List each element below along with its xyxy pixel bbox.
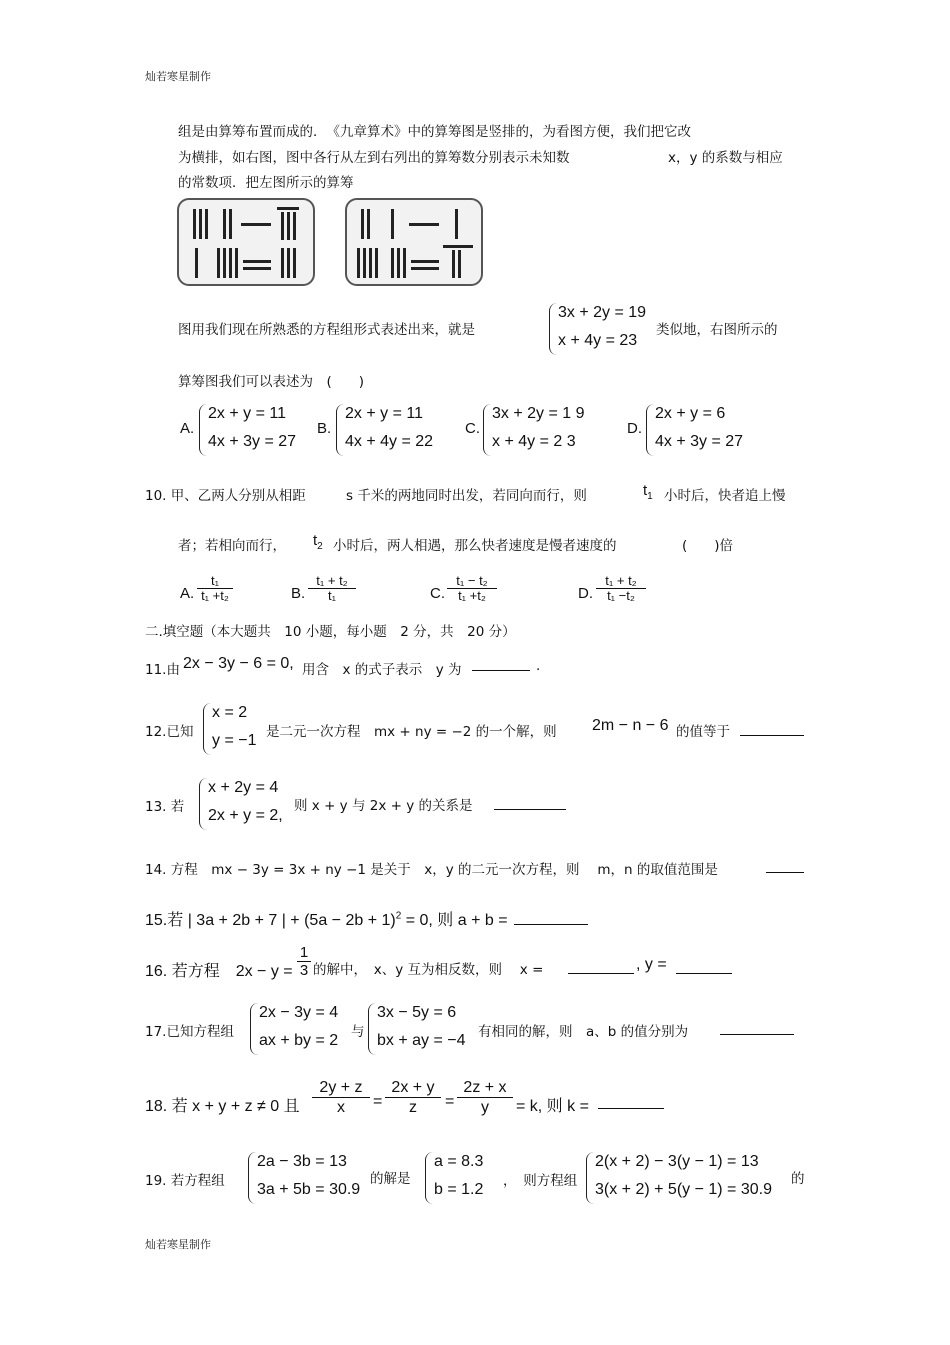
q15-exponent: 2: [395, 910, 402, 922]
q19-suffix: 的: [791, 1171, 805, 1187]
q12-system-row-1: x = 2: [212, 704, 248, 721]
q19-then-text: ， 则方程组: [503, 1173, 578, 1189]
q15-lhs: 15.若 | 3a + 2b + 7 | + (5a − 2b + 1): [145, 912, 396, 929]
q13-prefix: 13. 若: [145, 799, 185, 815]
intro-line-2b: x，y 的系数与相应: [668, 150, 783, 166]
q13-answer-blank[interactable]: [494, 795, 566, 810]
q9-system: [549, 304, 659, 354]
q10-text-e: 者；若相向而行，: [178, 538, 286, 554]
q18-prefix: 18. 若 x + y + z ≠ 0 且: [145, 1098, 300, 1115]
q19-solution-text: 的解是: [370, 1171, 411, 1187]
q10-option-c-fraction: [447, 574, 497, 603]
q9-option-b-label: B.: [317, 420, 332, 437]
q9-option-c-row-1: 3x + 2y = 1 9: [492, 405, 585, 422]
q9-system-row-2: x + 4y = 23: [558, 332, 638, 349]
q19-system-3-row-2: 3(x + 2) + 5(y − 1) = 30.9: [595, 1181, 772, 1198]
q9-text-1: 图用我们现在所熟悉的方程组形式表述出来，就是: [178, 322, 475, 338]
q10-option-d-label: D.: [578, 585, 593, 602]
q18-fraction-1: [312, 1079, 370, 1118]
rod-figure-right: [345, 198, 483, 286]
q18-fraction-1-num: 2y + z: [319, 1079, 363, 1096]
q19-system-1-row-2: 3a + 5b = 30.9: [257, 1181, 361, 1198]
q19-system-3: [586, 1153, 786, 1203]
q18-fraction-2: [385, 1079, 441, 1118]
q9-option-b-system: [336, 405, 446, 455]
q9-option-a-label: A.: [180, 420, 195, 437]
q16-text: 的解中， x、y 互为相反数，则 x =: [313, 962, 544, 978]
q12-text: 是二元一次方程 mx + ny = −2 的一个解，则: [266, 724, 557, 740]
q10-option-b-fraction: [308, 574, 356, 603]
intro-line-3: 的常数项．把左图所示的算筹: [178, 175, 354, 191]
q12-expression: 2m − n − 6: [592, 717, 669, 734]
q11-text: 用含 x 的式子表示 y 为: [302, 662, 462, 678]
q19-system-2-row-1: a = 8.3: [434, 1153, 484, 1170]
q14-text: 14. 方程 mx − 3y = 3x + ny −1 是关于 x，y 的二元一次方程，则 m，n 的取值范围是: [145, 862, 718, 878]
q17-answer-blank[interactable]: [720, 1020, 794, 1035]
q10-t2-sub: 2: [317, 541, 323, 552]
q18-fraction-3-num: 2z + x: [463, 1079, 507, 1096]
q17-with: 与: [351, 1024, 365, 1040]
q10-option-d-num: t₁ + t₂: [605, 573, 637, 588]
q17-system-2: [368, 1004, 472, 1054]
q9-option-d-system: [646, 405, 756, 455]
q10-option-b-den: t₁: [328, 588, 336, 603]
q12-system-row-2: y = −1: [212, 732, 257, 749]
q18-fraction-3-den: y: [481, 1099, 489, 1116]
q18-fraction-2-den: z: [409, 1099, 417, 1116]
q11-prefix: 11.由: [145, 662, 180, 678]
q17-system-1-row-1: 2x − 3y = 4: [259, 1004, 339, 1021]
q10-option-c-num: t₁ − t₂: [456, 573, 488, 588]
q14-answer-blank[interactable]: [766, 858, 804, 873]
q10-text-a: 10. 甲、乙两人分别从相距: [145, 488, 306, 504]
q17-prefix: 17.已知方程组: [145, 1024, 234, 1040]
q9-system-row-1: 3x + 2y = 19: [558, 304, 647, 321]
section-2-heading: 二.填空题（本大题共 10 小题，每小题 2 分，共 20 分）: [145, 624, 516, 640]
q15-equation: [145, 907, 508, 930]
q9-option-b-row-2: 4x + 4y = 22: [345, 433, 434, 450]
q19-system-1-row-1: 2a − 3b = 13: [257, 1153, 347, 1170]
q10-t2: [313, 532, 323, 552]
q10-option-a-den: t₁ +t₂: [201, 588, 229, 603]
q10-text-g: 小时后，两人相遇，那么快者速度是慢者速度的: [333, 538, 617, 554]
q9-option-c-label: C.: [465, 420, 480, 437]
q10-option-d-fraction: [596, 574, 646, 603]
q10-option-b-num: t₁ + t₂: [316, 573, 348, 588]
q10-option-c-den: t₁ +t₂: [458, 588, 486, 603]
q10-text-b: s 千米的两地同时出发，若同向而行，则: [346, 488, 587, 504]
q12-answer-blank[interactable]: [740, 721, 804, 736]
q18-fraction-3: [457, 1079, 513, 1118]
q9-option-b-row-1: 2x + y = 11: [345, 405, 423, 422]
q19-system-1: [248, 1153, 364, 1203]
q9-option-d-row-1: 2x + y = 6: [655, 405, 726, 422]
q17-system-1: [250, 1004, 350, 1054]
q10-t1: [643, 482, 653, 502]
q17-system-2-row-1: 3x − 5y = 6: [377, 1004, 457, 1021]
q15-rhs: = 0, 则 a + b =: [401, 912, 508, 929]
q9-option-c-system: [483, 405, 593, 455]
q13-system-row-1: x + 2y = 4: [208, 779, 279, 796]
q10-t1-sub: 1: [647, 491, 653, 502]
q19-system-2-row-2: b = 1.2: [434, 1181, 484, 1198]
intro-line-2: 为横排，如右图，图中各行从左到右列出的算筹数分别表示未知数: [178, 150, 570, 166]
intro-line-1: 组是由算筹布置而成的． 《九章算术》中的算筹图是竖排的，为看图方便，我们把它改: [178, 124, 691, 140]
q16-y-label: , y =: [636, 956, 667, 973]
q10-option-a-fraction: [197, 574, 233, 603]
q18-fraction-2-num: 2x + y: [391, 1079, 435, 1096]
q19-system-3-row-1: 2(x + 2) − 3(y − 1) = 13: [595, 1153, 759, 1170]
q13-system: [199, 779, 289, 829]
q11-end: .: [536, 658, 541, 674]
q9-option-a-row-2: 4x + 3y = 27: [208, 433, 297, 450]
q12-system: [203, 704, 265, 754]
q10-option-a-num: t₁: [211, 573, 219, 588]
q9-option-c-row-2: x + 4y = 2 3: [492, 433, 576, 450]
q10-text-h: ( )倍: [682, 538, 734, 554]
q9-text-2: 类似地，右图所示的: [656, 322, 778, 338]
q13-text: 则 x + y 与 2x + y 的关系是: [294, 798, 473, 814]
q11-equation: 2x − 3y − 6 = 0,: [183, 655, 294, 672]
q10-text-d: 小时后，快者追上慢: [664, 488, 786, 504]
q16-fraction-num: 1: [299, 944, 309, 961]
q18-equals-2: =: [445, 1093, 455, 1110]
q9-option-d-row-2: 4x + 3y = 27: [655, 433, 744, 450]
q11-answer-blank[interactable]: [472, 656, 530, 671]
q19-prefix: 19. 若方程组: [145, 1173, 225, 1189]
q9-option-d-label: D.: [627, 420, 642, 437]
q18-answer-blank[interactable]: [598, 1094, 664, 1109]
q16-fraction-den: 3: [299, 962, 309, 979]
page-header: 灿若寒星制作: [145, 70, 211, 83]
q9-text-3: 算筹图我们可以表述为 ( ): [178, 374, 365, 390]
q16-y-blank[interactable]: [676, 959, 732, 974]
q10-option-a-label: A.: [180, 585, 195, 602]
q19-system-2: [425, 1153, 501, 1203]
q17-system-2-row-2: bx + ay = −4: [377, 1032, 466, 1049]
q16-prefix: 16. 若方程 2x − y =: [145, 963, 293, 980]
q18-fraction-1-den: x: [337, 1099, 345, 1116]
q10-option-d-den: t₁ −t₂: [607, 588, 635, 603]
q15-answer-blank[interactable]: [514, 910, 588, 925]
q10-option-b-label: B.: [291, 585, 306, 602]
q17-text: 有相同的解，则 a、b 的值分别为: [478, 1024, 689, 1040]
q10-t2-var: t: [313, 532, 318, 549]
q16-x-blank[interactable]: [568, 959, 634, 974]
q18-suffix: = k, 则 k =: [516, 1098, 589, 1115]
q18-equals-1: =: [373, 1093, 383, 1110]
q9-option-a-row-1: 2x + y = 11: [208, 405, 286, 422]
q12-prefix: 12.已知: [145, 724, 194, 740]
q12-text-2: 的值等于: [676, 724, 730, 740]
q9-option-a-system: [199, 405, 309, 455]
q16-fraction: [297, 944, 311, 979]
q10-t1-var: t: [643, 482, 648, 499]
rod-figure-left: [177, 198, 315, 286]
page-footer: 灿若寒星制作: [145, 1238, 211, 1251]
q17-system-1-row-2: ax + by = 2: [259, 1032, 339, 1049]
q10-option-c-label: C.: [430, 585, 445, 602]
q13-system-row-2: 2x + y = 2,: [208, 807, 283, 824]
